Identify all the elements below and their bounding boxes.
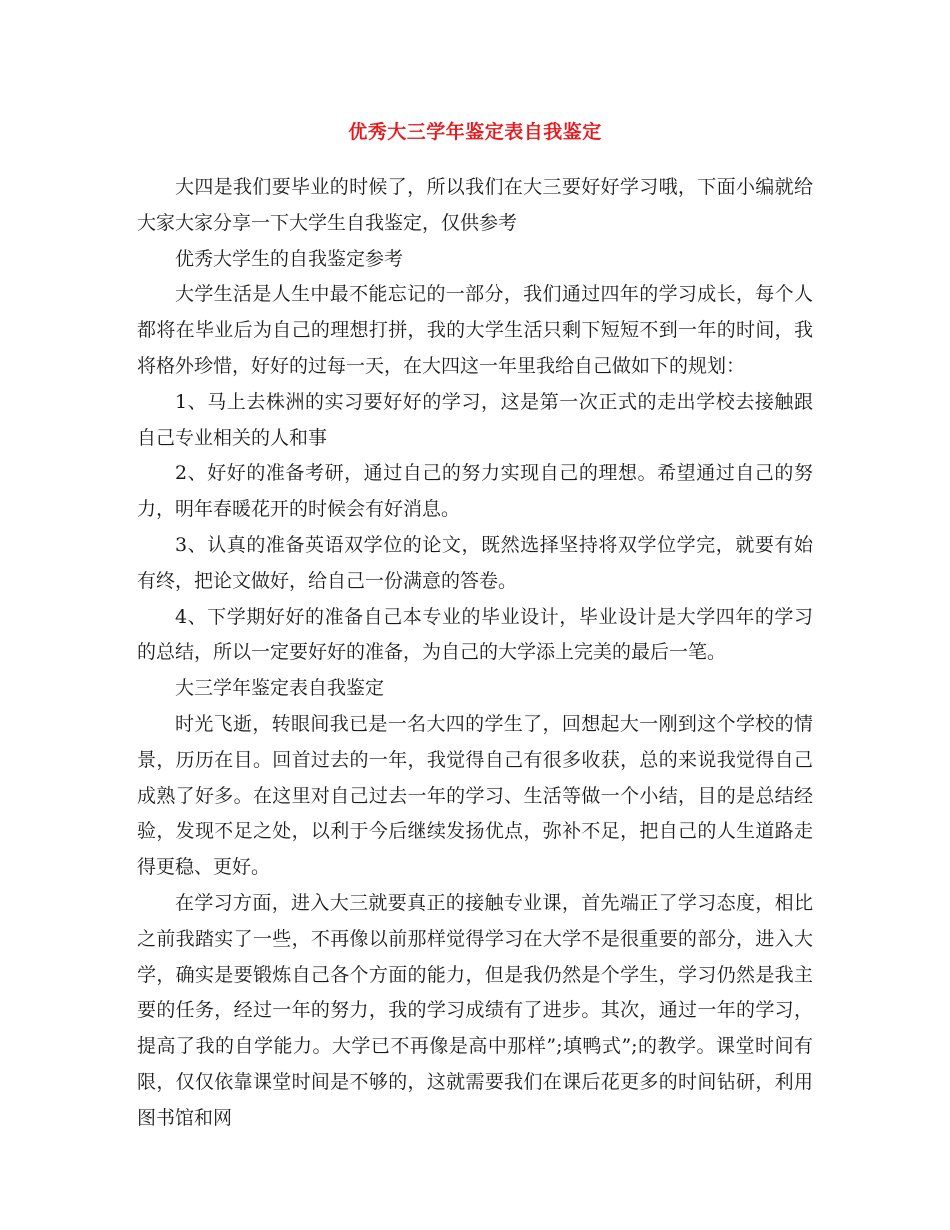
section-heading-appraisal: 大三学年鉴定表自我鉴定: [175, 677, 385, 700]
body-paragraph: 大学生活是人生中最不能忘记的一部分，我们通过四年的学习成长，每个人都将在毕业后为自己的理想打拼，我的大学生活只剩下短短不到一年的时间，我将格外珍惜，好好的过每一天，在大四这一年里我给自己做如下的规划：: [137, 283, 813, 377]
body-paragraph: 在学习方面，进入大三就要真正的接触专业课，首先端正了学习态度，相比之前我踏实了一些，不再像以前那样觉得学习在大学不是很重要的部分，进入大学，确实是要锻炼自己各个方面的能力，但是我仍然是个学生，学习仍然是我主要的任务，经过一年的努力，我的学习成绩有了进步。其次，通过一年的学习，提高了我的自学能力。大学已不再像是高中那样”;填鸭式”;的教学。课堂时间有限，仅仅依靠课堂时间是不够的，这就需要我们在课后花更多的时间钻研，利用图书馆和网: [137, 891, 813, 1129]
section-heading-reference: 优秀大学生的自我鉴定参考: [175, 247, 404, 270]
plan-item-2: 2、好好的准备考研，通过自己的努力实现自己的理想。希望通过自己的努力，明年春暖花开的时候会有好消息。: [137, 462, 813, 521]
document-body: [137, 170, 813, 1137]
document-title: 优秀大三学年鉴定表自我鉴定: [348, 121, 602, 143]
body-paragraph: 时光飞逝，转眼间我已是一名大四的学生了，回想起大一刚到这个学校的情景，历历在目。回首过去的一年，我觉得自己有很多收获，总的来说我觉得自己成熟了好多。在这里对自己过去一年的学习、生活等做一个小结，目的是总结经验，发现不足之处，以利于今后继续发扬优点，弥补不足，把自己的人生道路走得更稳、更好。: [137, 712, 813, 879]
plan-item-3: 3、认真的准备英语双学位的论文，既然选择坚持将双学位学完，就要有始有终，把论文做好，给自己一份满意的答卷。: [137, 533, 813, 592]
intro-paragraph: 大四是我们要毕业的时候了，所以我们在大三要好好学习哦，下面小编就给大家大家分享一下大学生自我鉴定，仅供参考: [137, 176, 813, 234]
plan-item-4: 4、下学期好好的准备自己本专业的毕业设计，毕业设计是大学四年的学习的总结，所以一定要好好的准备，为自己的大学添上完美的最后一笔。: [137, 605, 813, 664]
plan-item-1: 1、马上去株洲的实习要好好的学习，这是第一次正式的走出学校去接触跟自己专业相关的人和事: [137, 390, 813, 449]
